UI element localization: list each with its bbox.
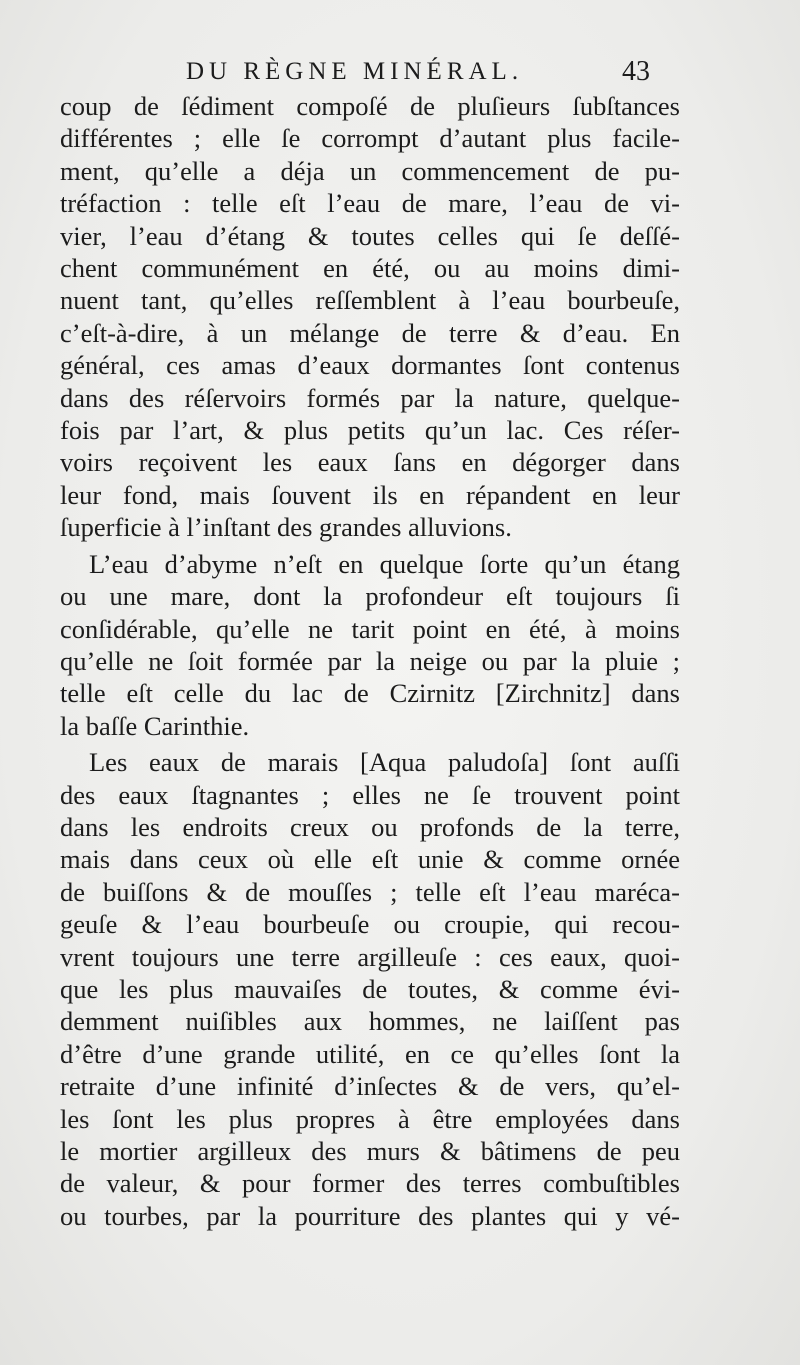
paragraph-2 — [60, 548, 680, 742]
text-line: d’être d’une grande utilité, en ce qu’elles ſont la — [60, 1038, 680, 1069]
text-line: ou tourbes, par la pourriture des plantes qui y vé- — [60, 1200, 680, 1231]
text-line: de buiſſons & de mouſſes ; telle eſt l’eau maréca- — [60, 876, 680, 907]
paragraph-3 — [60, 746, 680, 1232]
page-number: 43 — [622, 56, 650, 87]
text-line: ſuperficie à l’inſtant des grandes alluvions. — [60, 512, 512, 543]
text-line: telle eſt celle du lac de Czirnitz [Zirchnitz] dans — [60, 678, 680, 709]
text-line: dans les endroits creux ou profonds de la terre, — [60, 811, 680, 842]
text-line: Les eaux de marais [Aqua paludoſa] ſont auſſi — [89, 747, 680, 778]
text-line: vrent toujours une terre argilleuſe : ces eaux, quoi- — [60, 941, 680, 972]
text-line: coup de ſédiment compoſé de pluſieurs ſubſtances — [60, 91, 680, 121]
text-line: différentes ; elle ſe corrompt d’autant plus facile- — [60, 123, 680, 154]
text-line: mais dans ceux où elle eſt unie & comme ornée — [60, 844, 680, 875]
text-line: fois par l’art, & plus petits qu’un lac. Ces réſer- — [60, 415, 680, 446]
text-line: que les plus mauvaiſes de toutes, & comme évi- — [60, 973, 680, 1004]
text-line: ou une mare, dont la profondeur eſt toujours ſi — [60, 581, 680, 612]
text-line: dans des réſervoirs formés par la nature, quelque- — [60, 382, 680, 413]
text-line: la baſſe Carinthie. — [60, 710, 250, 741]
text-line: geuſe & l’eau bourbeuſe ou croupie, qui recou- — [60, 909, 680, 940]
text-line: demment nuiſibles aux hommes, ne laiſſent pas — [60, 1006, 680, 1037]
text-line: le mortier argilleux des murs & bâtimens de peu — [60, 1136, 680, 1166]
text-line: des eaux ſtagnantes ; elles ne ſe trouvent point — [60, 779, 680, 810]
text-line: conſidérable, qu’elle ne tarit point en été, à moins — [60, 613, 680, 644]
text-line: nuent tant, qu’elles reſſemblent à l’eau bourbeuſe, — [60, 285, 680, 316]
text-line: tréfaction : telle eſt l’eau de mare, l’eau de vi- — [60, 188, 680, 219]
text-line: général, ces amas d’eaux dormantes ſont contenus — [60, 350, 680, 381]
text-line: chent communément en été, ou au moins dimi- — [60, 253, 680, 284]
text-line: les ſont les plus propres à être employées dans — [60, 1103, 680, 1134]
text-line: leur fond, mais ſouvent ils en répandent en leur — [60, 479, 680, 510]
text-line: ment, qu’elle a déja un commencement de pu- — [60, 155, 680, 186]
text-line: retraite d’une infinité d’inſectes & de vers, qu’el- — [60, 1071, 680, 1102]
running-title: DU RÈGNE MINÉRAL. — [186, 58, 524, 85]
text-line: de valeur, & pour former des terres combuſtibles — [60, 1168, 680, 1199]
text-line: voirs reçoivent les eaux ſans en dégorger dans — [60, 447, 680, 478]
paragraph-1 — [60, 90, 680, 544]
text-line: vier, l’eau d’étang & toutes celles qui ſe deſſé- — [60, 220, 680, 251]
text-line: c’eſt-à-dire, à un mélange de terre & d’eau. En — [60, 317, 680, 348]
text-line: L’eau d’abyme n’eſt en quelque ſorte qu’un étang — [89, 548, 680, 579]
text-line: qu’elle ne ſoit formée par la neige ou par la pluie ; — [60, 645, 680, 676]
body-text — [60, 90, 680, 1232]
